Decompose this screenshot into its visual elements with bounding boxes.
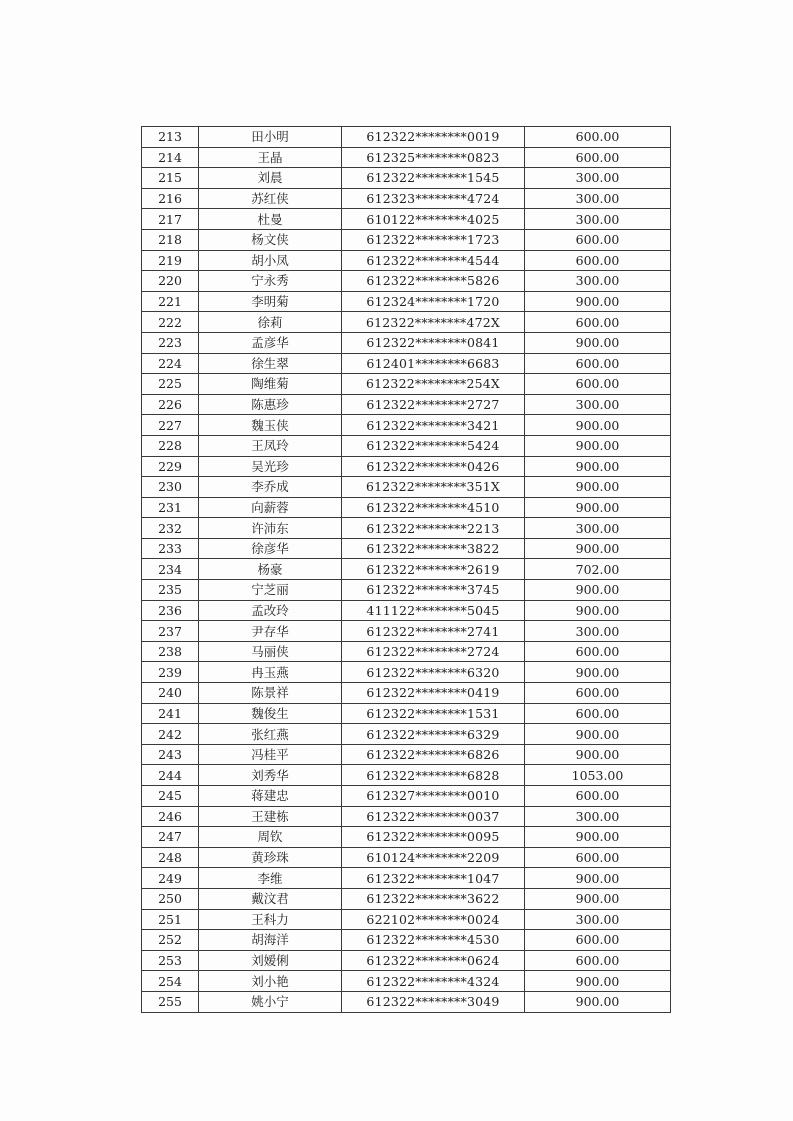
amount-cell: 600.00 — [525, 147, 671, 168]
serial-number-cell: 221 — [142, 291, 199, 312]
name-cell: 冉玉燕 — [199, 662, 342, 683]
serial-number-cell: 250 — [142, 888, 199, 909]
table-row — [142, 477, 671, 498]
name-cell: 王晶 — [199, 147, 342, 168]
name-cell: 胡海洋 — [199, 930, 342, 951]
amount-cell: 900.00 — [525, 868, 671, 889]
table-row — [142, 291, 671, 312]
id-number-cell: 612322********3421 — [342, 415, 525, 436]
serial-number-cell: 243 — [142, 744, 199, 765]
serial-number-cell: 251 — [142, 909, 199, 930]
id-number-cell: 612327********0010 — [342, 786, 525, 807]
amount-cell: 300.00 — [525, 188, 671, 209]
amount-cell: 300.00 — [525, 168, 671, 189]
table-row — [142, 909, 671, 930]
table-row — [142, 600, 671, 621]
id-number-cell: 612322********0019 — [342, 127, 525, 148]
serial-number-cell: 249 — [142, 868, 199, 889]
name-cell: 王建栋 — [199, 806, 342, 827]
name-cell: 宁芝丽 — [199, 580, 342, 601]
table-row — [142, 641, 671, 662]
amount-cell: 300.00 — [525, 271, 671, 292]
id-number-cell: 612322********1723 — [342, 229, 525, 250]
id-number-cell: 612322********2724 — [342, 641, 525, 662]
table-row — [142, 868, 671, 889]
table-row — [142, 971, 671, 992]
id-number-cell: 411122********5045 — [342, 600, 525, 621]
serial-number-cell: 222 — [142, 312, 199, 333]
id-number-cell: 612323********4724 — [342, 188, 525, 209]
name-cell: 张红燕 — [199, 724, 342, 745]
serial-number-cell: 236 — [142, 600, 199, 621]
amount-cell: 300.00 — [525, 621, 671, 642]
id-number-cell: 612322********4530 — [342, 930, 525, 951]
name-cell: 宁永秀 — [199, 271, 342, 292]
table-row — [142, 250, 671, 271]
name-cell: 魏玉侠 — [199, 415, 342, 436]
table-row — [142, 888, 671, 909]
id-number-cell: 612324********1720 — [342, 291, 525, 312]
id-number-cell: 612322********254X — [342, 374, 525, 395]
name-cell: 徐生翠 — [199, 353, 342, 374]
name-cell: 王凤玲 — [199, 435, 342, 456]
serial-number-cell: 232 — [142, 518, 199, 539]
table-row — [142, 724, 671, 745]
table-row — [142, 518, 671, 539]
table-row — [142, 312, 671, 333]
amount-cell: 600.00 — [525, 641, 671, 662]
serial-number-cell: 233 — [142, 538, 199, 559]
table-row — [142, 435, 671, 456]
name-cell: 刘小艳 — [199, 971, 342, 992]
serial-number-cell: 239 — [142, 662, 199, 683]
name-cell: 黄珍珠 — [199, 847, 342, 868]
id-number-cell: 612325********0823 — [342, 147, 525, 168]
table-row — [142, 394, 671, 415]
serial-number-cell: 244 — [142, 765, 199, 786]
amount-cell: 1053.00 — [525, 765, 671, 786]
serial-number-cell: 226 — [142, 394, 199, 415]
id-number-cell: 612322********2213 — [342, 518, 525, 539]
table-row — [142, 353, 671, 374]
name-cell: 刘晨 — [199, 168, 342, 189]
id-number-cell: 612322********1047 — [342, 868, 525, 889]
name-cell: 冯桂平 — [199, 744, 342, 765]
id-number-cell: 612322********0095 — [342, 827, 525, 848]
id-number-cell: 612322********6329 — [342, 724, 525, 745]
amount-cell: 900.00 — [525, 580, 671, 601]
id-number-cell: 612322********0037 — [342, 806, 525, 827]
table-row — [142, 991, 671, 1012]
serial-number-cell: 234 — [142, 559, 199, 580]
id-number-cell: 612322********3622 — [342, 888, 525, 909]
id-number-cell: 612322********1531 — [342, 703, 525, 724]
name-cell: 王科力 — [199, 909, 342, 930]
table-row — [142, 147, 671, 168]
name-cell: 孟彦华 — [199, 332, 342, 353]
amount-cell: 600.00 — [525, 847, 671, 868]
amount-cell: 300.00 — [525, 909, 671, 930]
serial-number-cell: 220 — [142, 271, 199, 292]
table-row — [142, 127, 671, 148]
table-row — [142, 765, 671, 786]
name-cell: 周钦 — [199, 827, 342, 848]
amount-cell: 600.00 — [525, 786, 671, 807]
id-number-cell: 612322********2727 — [342, 394, 525, 415]
id-number-cell: 612322********0624 — [342, 950, 525, 971]
amount-cell: 900.00 — [525, 456, 671, 477]
amount-cell: 900.00 — [525, 600, 671, 621]
table-row — [142, 930, 671, 951]
table-row — [142, 950, 671, 971]
name-cell: 姚小宁 — [199, 991, 342, 1012]
serial-number-cell: 255 — [142, 991, 199, 1012]
id-number-cell: 612322********6826 — [342, 744, 525, 765]
name-cell: 刘秀华 — [199, 765, 342, 786]
serial-number-cell: 219 — [142, 250, 199, 271]
name-cell: 吴光珍 — [199, 456, 342, 477]
id-number-cell: 612401********6683 — [342, 353, 525, 374]
name-cell: 蒋建忠 — [199, 786, 342, 807]
table-row — [142, 703, 671, 724]
amount-cell: 600.00 — [525, 353, 671, 374]
table-row — [142, 497, 671, 518]
amount-cell: 600.00 — [525, 127, 671, 148]
id-number-cell: 612322********5424 — [342, 435, 525, 456]
name-cell: 陈景祥 — [199, 683, 342, 704]
serial-number-cell: 253 — [142, 950, 199, 971]
amount-cell: 900.00 — [525, 435, 671, 456]
serial-number-cell: 231 — [142, 497, 199, 518]
name-cell: 苏红侠 — [199, 188, 342, 209]
name-cell: 杜曼 — [199, 209, 342, 230]
table-row — [142, 538, 671, 559]
roster-body — [142, 127, 671, 1013]
name-cell: 李维 — [199, 868, 342, 889]
table-row — [142, 847, 671, 868]
name-cell: 陶维菊 — [199, 374, 342, 395]
serial-number-cell: 252 — [142, 930, 199, 951]
table-row — [142, 229, 671, 250]
amount-cell: 600.00 — [525, 229, 671, 250]
name-cell: 陈惠珍 — [199, 394, 342, 415]
serial-number-cell: 230 — [142, 477, 199, 498]
serial-number-cell: 218 — [142, 229, 199, 250]
id-number-cell: 612322********4544 — [342, 250, 525, 271]
id-number-cell: 612322********5826 — [342, 271, 525, 292]
serial-number-cell: 228 — [142, 435, 199, 456]
serial-number-cell: 225 — [142, 374, 199, 395]
table-row — [142, 683, 671, 704]
name-cell: 胡小凤 — [199, 250, 342, 271]
id-number-cell: 610124********2209 — [342, 847, 525, 868]
table-row — [142, 188, 671, 209]
serial-number-cell: 240 — [142, 683, 199, 704]
serial-number-cell: 229 — [142, 456, 199, 477]
id-number-cell: 612322********3745 — [342, 580, 525, 601]
amount-cell: 600.00 — [525, 683, 671, 704]
amount-cell: 900.00 — [525, 744, 671, 765]
table-row — [142, 374, 671, 395]
id-number-cell: 612322********1545 — [342, 168, 525, 189]
serial-number-cell: 245 — [142, 786, 199, 807]
name-cell: 杨文侠 — [199, 229, 342, 250]
table-row — [142, 271, 671, 292]
roster-table — [141, 126, 671, 1013]
name-cell: 向薪蓉 — [199, 497, 342, 518]
table-row — [142, 806, 671, 827]
name-cell: 杨豪 — [199, 559, 342, 580]
id-number-cell: 622102********0024 — [342, 909, 525, 930]
amount-cell: 900.00 — [525, 724, 671, 745]
serial-number-cell: 248 — [142, 847, 199, 868]
id-number-cell: 612322********2741 — [342, 621, 525, 642]
table-row — [142, 621, 671, 642]
amount-cell: 600.00 — [525, 250, 671, 271]
amount-cell: 900.00 — [525, 662, 671, 683]
amount-cell: 600.00 — [525, 930, 671, 951]
id-number-cell: 612322********4324 — [342, 971, 525, 992]
table-row — [142, 168, 671, 189]
table-row — [142, 786, 671, 807]
name-cell: 马丽侠 — [199, 641, 342, 662]
id-number-cell: 612322********0419 — [342, 683, 525, 704]
table-row — [142, 559, 671, 580]
amount-cell: 600.00 — [525, 312, 671, 333]
id-number-cell: 612322********351X — [342, 477, 525, 498]
name-cell: 李乔成 — [199, 477, 342, 498]
name-cell: 李明菊 — [199, 291, 342, 312]
id-number-cell: 610122********4025 — [342, 209, 525, 230]
serial-number-cell: 216 — [142, 188, 199, 209]
id-number-cell: 612322********6320 — [342, 662, 525, 683]
serial-number-cell: 237 — [142, 621, 199, 642]
serial-number-cell: 254 — [142, 971, 199, 992]
table-row — [142, 744, 671, 765]
name-cell: 刘嫒俐 — [199, 950, 342, 971]
amount-cell: 900.00 — [525, 888, 671, 909]
name-cell: 尹存华 — [199, 621, 342, 642]
serial-number-cell: 224 — [142, 353, 199, 374]
name-cell: 许沛东 — [199, 518, 342, 539]
name-cell: 徐莉 — [199, 312, 342, 333]
id-number-cell: 612322********0841 — [342, 332, 525, 353]
serial-number-cell: 227 — [142, 415, 199, 436]
name-cell: 孟改玲 — [199, 600, 342, 621]
name-cell: 徐彦华 — [199, 538, 342, 559]
amount-cell: 300.00 — [525, 806, 671, 827]
table-row — [142, 332, 671, 353]
serial-number-cell: 238 — [142, 641, 199, 662]
serial-number-cell: 242 — [142, 724, 199, 745]
serial-number-cell: 247 — [142, 827, 199, 848]
amount-cell: 900.00 — [525, 497, 671, 518]
amount-cell: 900.00 — [525, 415, 671, 436]
id-number-cell: 612322********6828 — [342, 765, 525, 786]
amount-cell: 900.00 — [525, 971, 671, 992]
amount-cell: 900.00 — [525, 477, 671, 498]
serial-number-cell: 213 — [142, 127, 199, 148]
id-number-cell: 612322********3049 — [342, 991, 525, 1012]
table-row — [142, 827, 671, 848]
amount-cell: 900.00 — [525, 827, 671, 848]
amount-cell: 600.00 — [525, 950, 671, 971]
amount-cell: 900.00 — [525, 332, 671, 353]
id-number-cell: 612322********4510 — [342, 497, 525, 518]
table-row — [142, 209, 671, 230]
serial-number-cell: 215 — [142, 168, 199, 189]
name-cell: 戴汶君 — [199, 888, 342, 909]
amount-cell: 300.00 — [525, 209, 671, 230]
serial-number-cell: 223 — [142, 332, 199, 353]
id-number-cell: 612322********472X — [342, 312, 525, 333]
id-number-cell: 612322********3822 — [342, 538, 525, 559]
amount-cell: 300.00 — [525, 394, 671, 415]
id-number-cell: 612322********0426 — [342, 456, 525, 477]
amount-cell: 600.00 — [525, 374, 671, 395]
table-row — [142, 662, 671, 683]
amount-cell: 600.00 — [525, 703, 671, 724]
serial-number-cell: 217 — [142, 209, 199, 230]
table-row — [142, 580, 671, 601]
amount-cell: 900.00 — [525, 291, 671, 312]
table-row — [142, 415, 671, 436]
table-row — [142, 456, 671, 477]
serial-number-cell: 214 — [142, 147, 199, 168]
amount-cell: 702.00 — [525, 559, 671, 580]
id-number-cell: 612322********2619 — [342, 559, 525, 580]
amount-cell: 900.00 — [525, 538, 671, 559]
serial-number-cell: 235 — [142, 580, 199, 601]
serial-number-cell: 241 — [142, 703, 199, 724]
name-cell: 田小明 — [199, 127, 342, 148]
name-cell: 魏俊生 — [199, 703, 342, 724]
amount-cell: 300.00 — [525, 518, 671, 539]
amount-cell: 900.00 — [525, 991, 671, 1012]
serial-number-cell: 246 — [142, 806, 199, 827]
